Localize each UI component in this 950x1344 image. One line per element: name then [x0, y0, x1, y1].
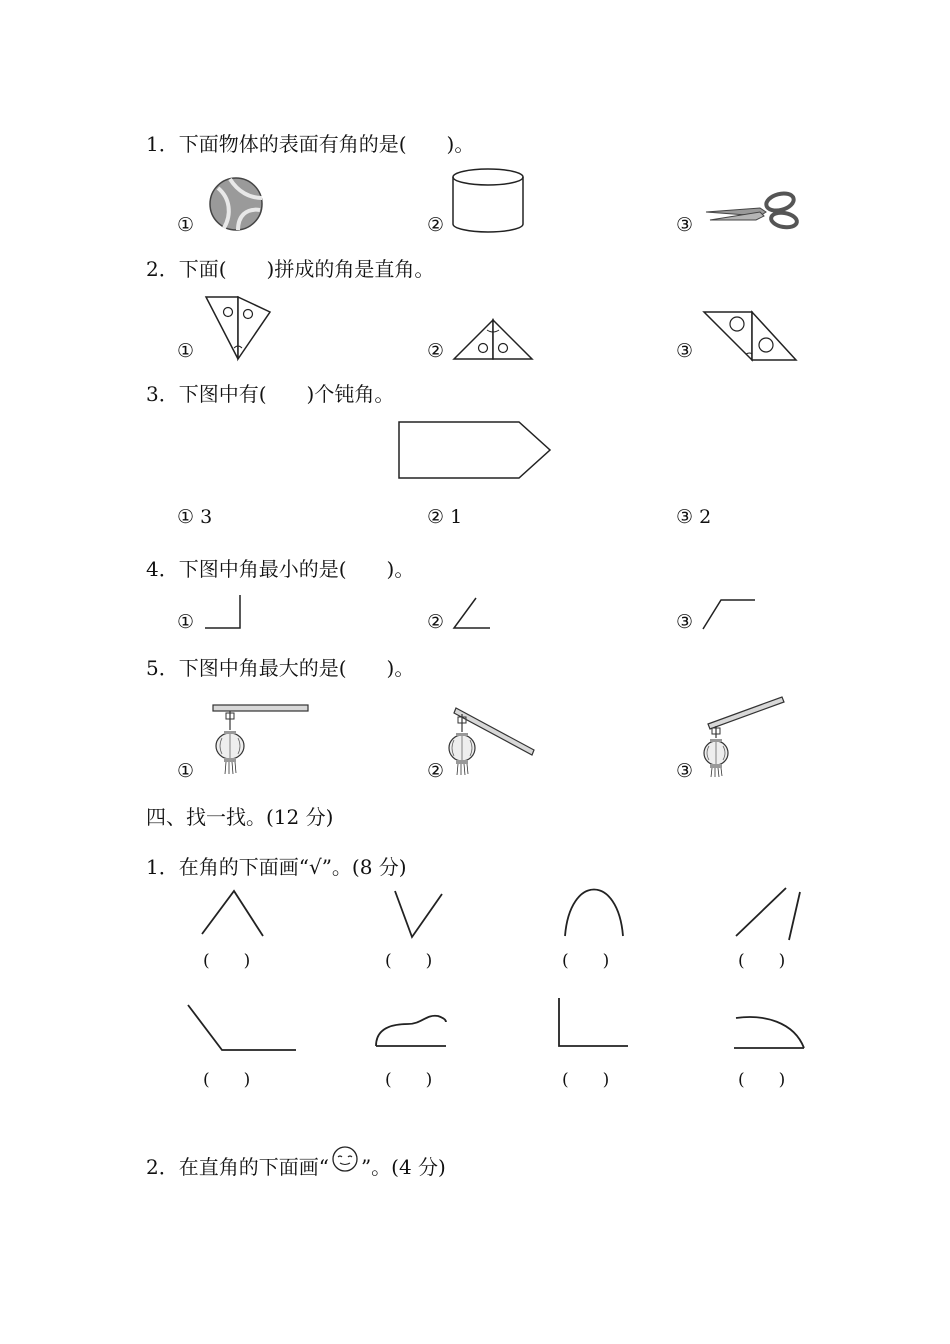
question-1: 1．下面物体的表面有角的是( )。 [146, 132, 475, 156]
q3-option-1[interactable]: ① 3 [177, 506, 213, 528]
cylinder-icon [452, 168, 524, 234]
figure-peak-angle [200, 888, 266, 938]
answer-paren-4[interactable]: ( ) [738, 951, 786, 971]
scissors-icon [704, 190, 800, 230]
q1-option-3-label[interactable]: ③ [676, 214, 694, 236]
q5-option-2-label[interactable]: ② [427, 760, 445, 782]
acute-angle-figure [452, 596, 492, 630]
right-angle-figure [204, 594, 244, 630]
q2-option-3-label[interactable]: ③ [676, 340, 694, 362]
question-3: 3．下图中有( )个钝角。 [146, 382, 395, 406]
figure-curved-arch [562, 886, 626, 938]
answer-paren-2[interactable]: ( ) [385, 951, 433, 971]
q2-option-3-figure [702, 310, 798, 364]
q2-option-2-label[interactable]: ② [427, 340, 445, 362]
answer-paren-6[interactable]: ( ) [385, 1070, 433, 1090]
answer-paren-7[interactable]: ( ) [562, 1070, 610, 1090]
q1-option-1-label[interactable]: ① [177, 214, 195, 236]
lantern-icon [700, 694, 788, 778]
section-4-q2-suffix: ”。(4 分) [360, 1154, 446, 1179]
figure-right-angle [556, 996, 632, 1050]
q4-option-3-label[interactable]: ③ [676, 611, 694, 633]
figure-obtuse-angle [186, 1002, 300, 1054]
q3-option-3[interactable]: ③ 2 [676, 506, 712, 528]
lantern-icon [208, 702, 312, 778]
question-5: 5．下图中角最大的是( )。 [146, 656, 415, 680]
section-4-q2-prefix: 2．在直角的下面画“ [146, 1154, 329, 1179]
q3-option-2[interactable]: ② 1 [427, 506, 463, 528]
section-4-question-2 [146, 1150, 446, 1180]
figure-wave-curve [374, 1012, 450, 1050]
section-4-question-1: 1．在角的下面画“√”。(8 分) [146, 855, 407, 879]
q5-option-1-label[interactable]: ① [177, 760, 195, 782]
figure-quarter-curve [732, 1012, 808, 1052]
q4-option-2-label[interactable]: ② [427, 611, 445, 633]
q1-option-2-label[interactable]: ② [427, 214, 445, 236]
q2-option-2-figure [452, 318, 536, 362]
ball-icon [208, 176, 264, 232]
pentagon-arrow-figure [398, 421, 554, 481]
answer-paren-5[interactable]: ( ) [203, 1070, 251, 1090]
obtuse-angle-figure [701, 598, 757, 632]
q2-option-1-label[interactable]: ① [177, 340, 195, 362]
answer-paren-1[interactable]: ( ) [203, 951, 251, 971]
answer-paren-3[interactable]: ( ) [562, 951, 610, 971]
question-4: 4．下图中角最小的是( )。 [146, 557, 415, 581]
smiley-face-icon [330, 1144, 360, 1174]
q2-option-1-figure [204, 292, 276, 362]
question-2: 2．下面( )拼成的角是直角。 [146, 257, 435, 281]
figure-v-angle [392, 888, 446, 940]
section-4-title: 四、找一找。(12 分) [146, 805, 334, 829]
answer-paren-8[interactable]: ( ) [738, 1070, 786, 1090]
lantern-icon [444, 704, 536, 778]
figure-unconnected-lines [734, 884, 804, 944]
q4-option-1-label[interactable]: ① [177, 611, 195, 633]
q5-option-3-label[interactable]: ③ [676, 760, 694, 782]
